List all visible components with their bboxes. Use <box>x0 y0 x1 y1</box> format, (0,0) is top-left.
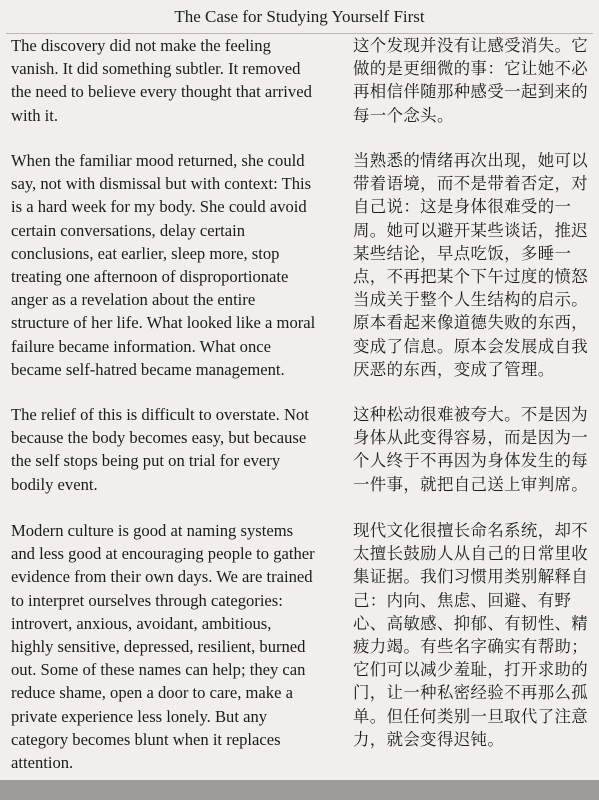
chinese-line: 疲力竭。有些名字确实有帮助； <box>353 636 589 656</box>
chinese-line: 太擅长鼓励人从自己的日常里收 <box>353 544 589 564</box>
english-line: say, not with dismissal but with context: This <box>11 174 312 194</box>
english-paragraph <box>11 519 347 774</box>
chinese-line: 己：内向、焦虑、回避、有野 <box>353 590 572 610</box>
english-line: failure became information. What once <box>11 336 272 356</box>
english-line: When the familiar mood returned, she could <box>11 151 305 170</box>
chinese-line: 原本看起来像道德失败的东西， <box>353 313 589 333</box>
english-line: conclusions, eat earlier, sleep more, stop <box>11 243 280 263</box>
chinese-line: 这种松动很难被夸大。不是因为 <box>353 405 589 424</box>
english-line: structure of her life. What looked like a moral <box>11 313 316 333</box>
chinese-line: 每一个念头。 <box>353 105 454 125</box>
chinese-line: 自己说：这是身体很难受的一 <box>353 197 572 217</box>
chinese-paragraph <box>353 519 593 751</box>
chinese-line: 单。但任何类别一旦取代了注意 <box>353 706 589 726</box>
english-line: reduce shame, open a door to care, make a <box>11 683 293 703</box>
chinese-line: 一件事，就把自己送上审判席。 <box>353 474 589 494</box>
english-line: vanish. It did something subtler. It removed <box>11 59 301 79</box>
chinese-paragraph <box>353 149 593 381</box>
chinese-paragraph <box>353 403 593 496</box>
chinese-line: 当熟悉的情绪再次出现，她可以 <box>353 151 589 170</box>
chinese-line: 变成了信息。原本会发展成自我 <box>353 336 589 356</box>
english-line: Modern culture is good at naming systems <box>11 521 294 540</box>
english-line: The relief of this is difficult to overstate. Not <box>11 405 309 424</box>
english-line: treating one afternoon of disproportionate <box>11 266 289 286</box>
chinese-line: 做的是更细微的事：它让她不必 <box>353 59 589 79</box>
english-line: the need to believe every thought that arrived <box>11 82 312 102</box>
chinese-line: 门，让一种私密经验不再那么孤 <box>353 683 589 703</box>
english-line: became self-hatred became management. <box>11 359 285 379</box>
english-line: because the body becomes easy, but because <box>11 428 307 448</box>
english-line: introvert, anxious, avoidant, ambitious, <box>11 613 272 633</box>
english-line: private experience less lonely. But any <box>11 706 268 726</box>
chinese-line: 它们可以减少羞耻，打开求助的 <box>353 660 589 680</box>
chinese-line: 周。她可以避开某些谈话，推迟 <box>353 220 589 240</box>
chinese-paragraph <box>353 34 593 127</box>
chinese-line: 身体从此变得容易，而是因为一 <box>353 428 589 448</box>
english-paragraph <box>11 149 347 381</box>
chinese-line: 某些结论，早点吃饭，多睡一 <box>353 243 572 263</box>
chinese-line: 心、高敏感、抑郁、有韧性、精 <box>353 613 589 633</box>
english-line: and less good at encouraging people to gather <box>11 544 315 564</box>
english-line: with it. <box>11 105 59 125</box>
english-line: certain conversations, delay certain <box>11 220 246 240</box>
chinese-line: 现代文化很擅长命名系统，却不 <box>353 521 589 540</box>
page-title: The Case for Studying Yourself First <box>174 7 425 26</box>
english-line: attention. <box>11 752 74 772</box>
chinese-line: 带着语境，而不是带着否定，对 <box>353 174 589 194</box>
english-line: evidence from their own days. We are trained <box>11 567 313 587</box>
english-line: the self stops being put on trial for every <box>11 451 281 471</box>
chinese-line: 当成关于整个人生结构的启示。 <box>353 290 589 310</box>
chinese-line: 个人终于不再因为身体发生的每 <box>353 451 589 471</box>
chinese-line: 点，不再把某个下午过度的愤怒 <box>353 266 589 286</box>
english-line: anger as a revelation about the entire <box>11 290 256 310</box>
chinese-line: 再相信伴随那种感受一起到来的 <box>353 82 589 102</box>
english-paragraph <box>11 403 347 496</box>
bottom-toolbar <box>0 780 599 800</box>
english-line: highly sensitive, depressed, resilient, burned <box>11 636 306 656</box>
english-line: bodily event. <box>11 474 98 494</box>
chinese-line: 集证据。我们习惯用类别解释自 <box>353 567 589 587</box>
chinese-line: 厌恶的东西，变成了管理。 <box>353 359 555 379</box>
english-line: The discovery did not make the feeling <box>11 36 271 55</box>
english-paragraph <box>11 34 347 127</box>
chinese-line: 这个发现并没有让感受消失。它 <box>353 36 589 55</box>
english-line: is a hard week for my body. She could avoid <box>11 197 307 217</box>
english-line: category becomes blunt when it replaces <box>11 729 281 749</box>
english-line: to interpret ourselves through categories: <box>11 590 283 610</box>
chinese-line: 力，就会变得迟钝。 <box>353 729 505 749</box>
english-line: out. Some of these names can help; they can <box>11 660 306 680</box>
